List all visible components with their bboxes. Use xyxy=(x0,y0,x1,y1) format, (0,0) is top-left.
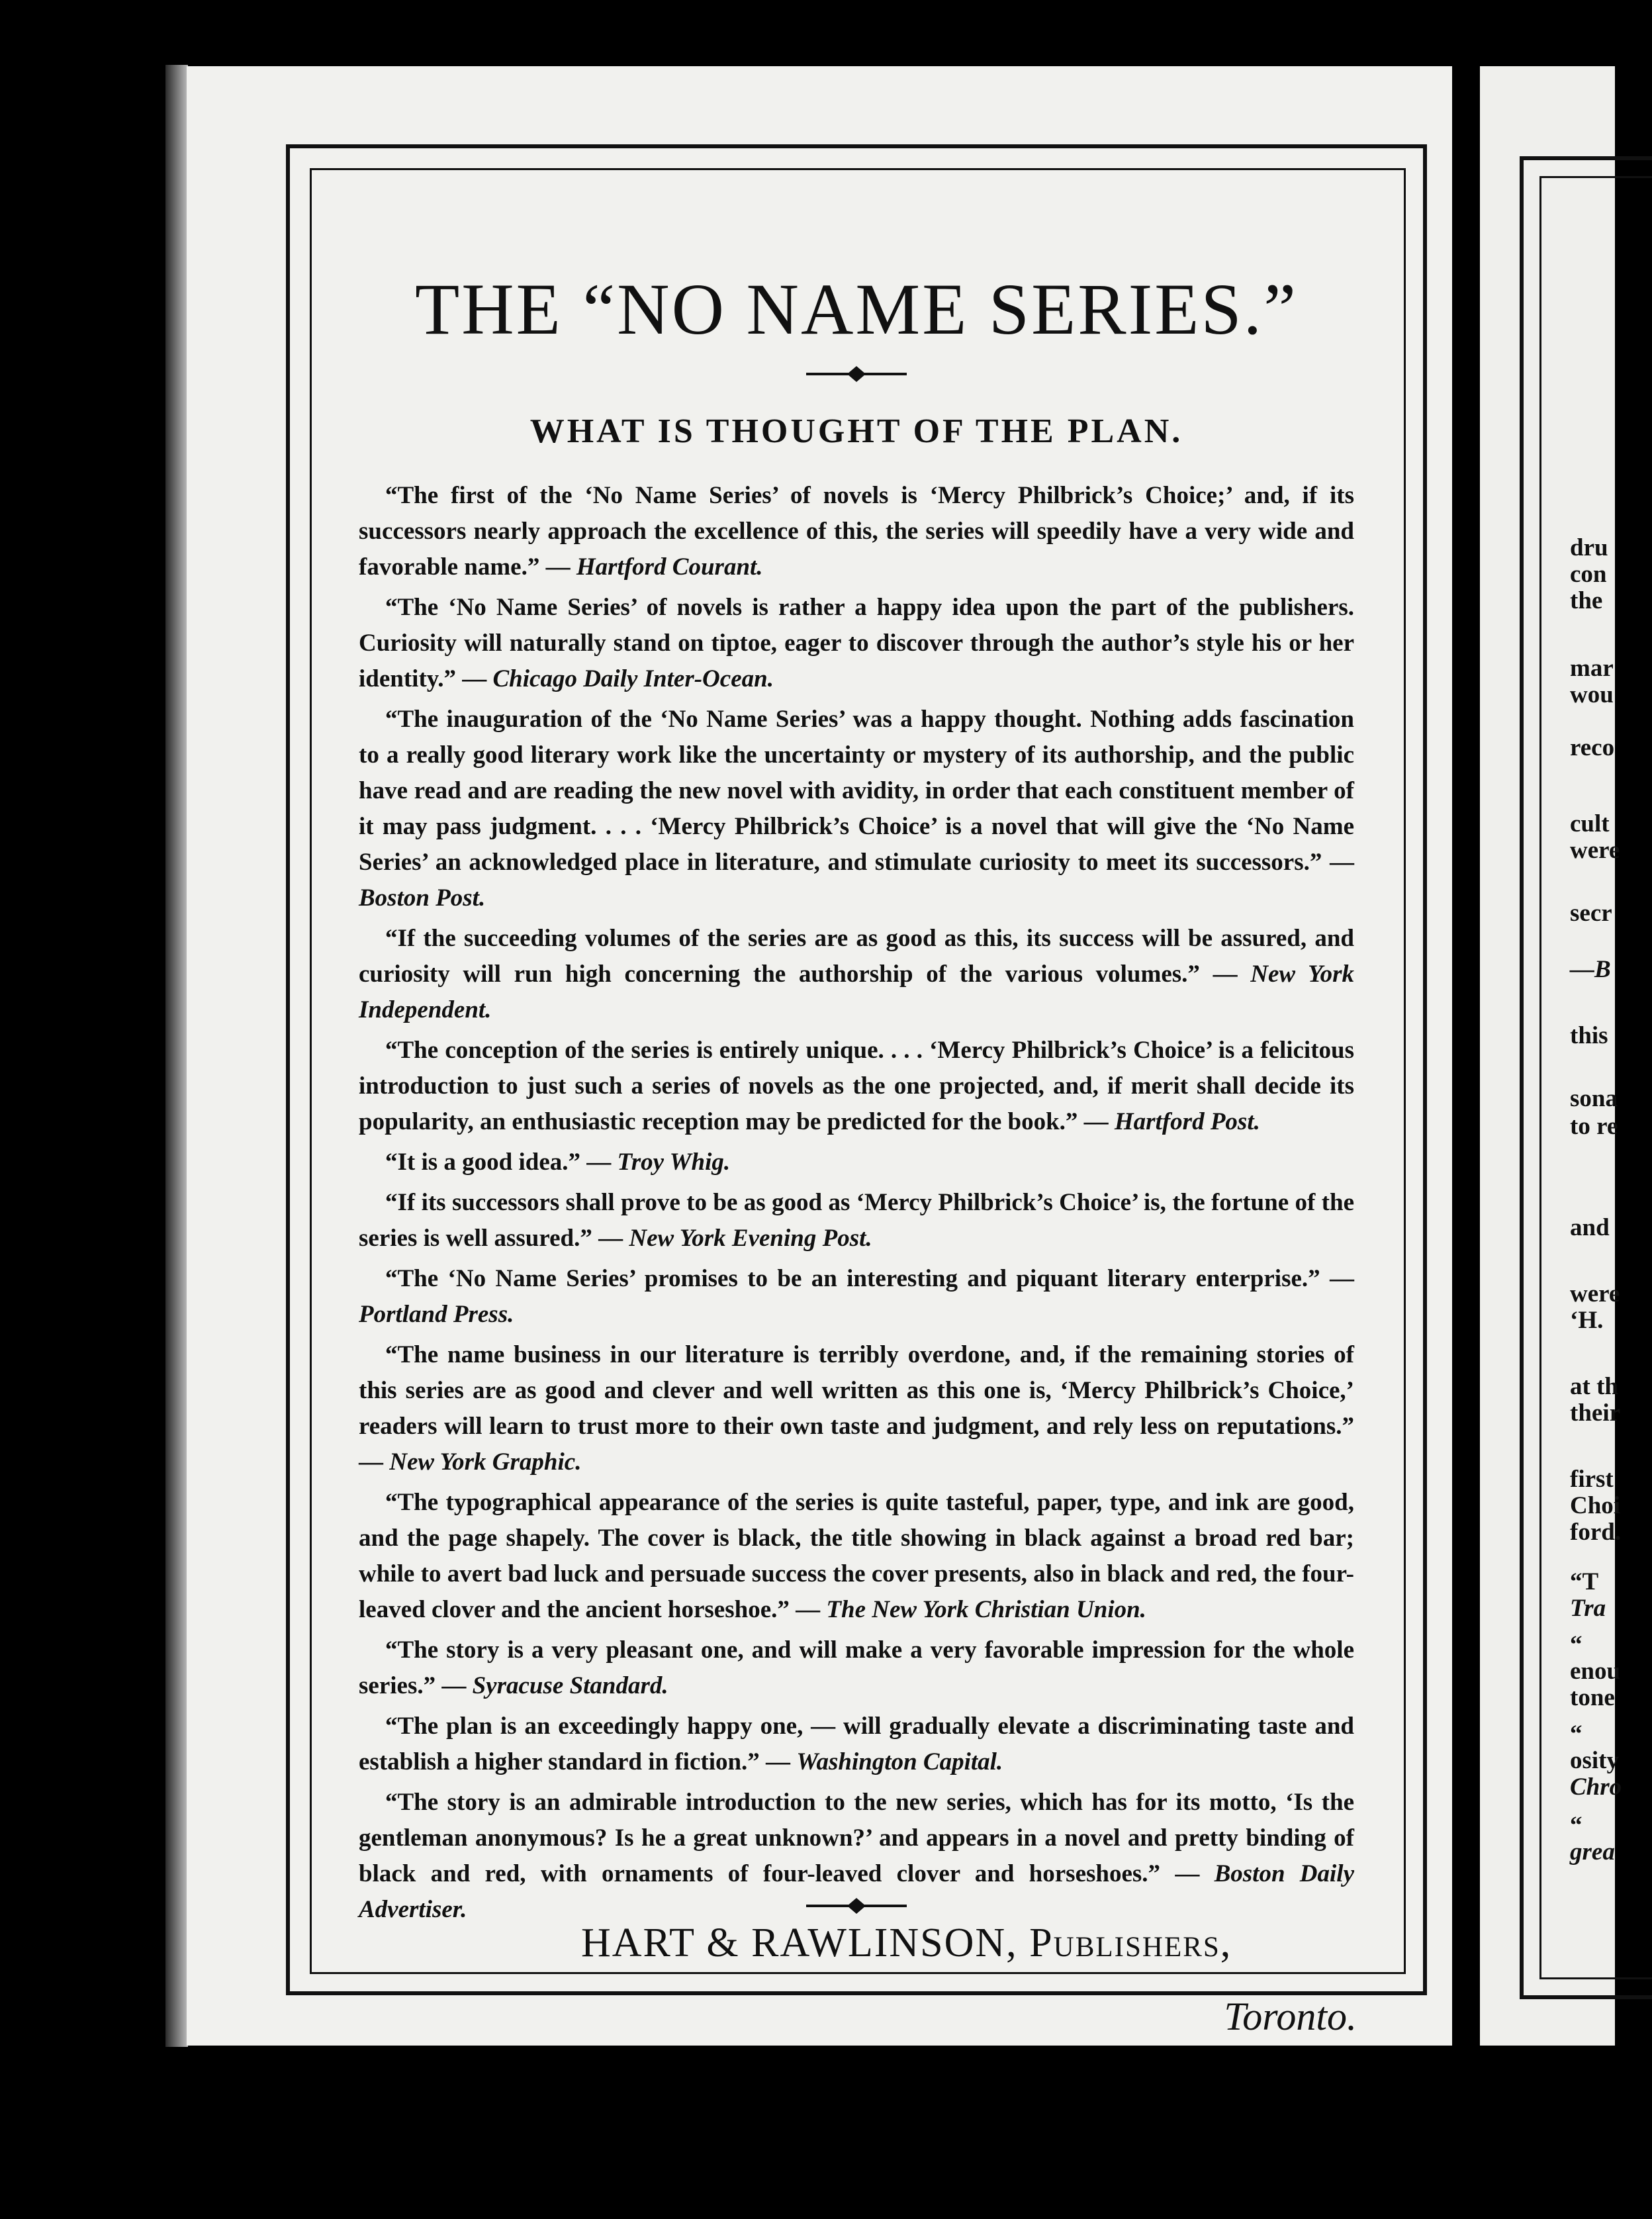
right-page-fragment: and xyxy=(1570,1214,1610,1241)
right-page-fragment: —B xyxy=(1570,956,1611,983)
right-page-fragment: con xyxy=(1570,561,1607,588)
diamond-rule-ornament xyxy=(803,1896,909,1916)
right-page-fragment: cult xyxy=(1570,810,1610,837)
left-page xyxy=(187,66,1452,2046)
right-page-fragment: sona xyxy=(1570,1085,1618,1112)
quote-source: The New York Christian Union. xyxy=(826,1596,1146,1623)
page-title: THE “NO NAME SERIES.” xyxy=(415,269,1298,350)
quote: “The first of the ‘No Name Series’ of novels is ‘Mercy Philbrick’s Choice;’ and, if its successors nearly approach the excellence of this, the series will speedily have a very wide and favorable name.” — Hartford Courant. xyxy=(359,482,1354,581)
right-page-fragment: tone xyxy=(1570,1684,1615,1711)
quote-source: Syracuse Standard. xyxy=(472,1672,668,1699)
right-page-fragment: this xyxy=(1570,1022,1608,1049)
quote: “It is a good idea.” — Troy Whig. xyxy=(385,1149,731,1176)
quote-source: Washington Capital. xyxy=(796,1748,1003,1775)
page-border xyxy=(286,144,1427,2038)
quote-source: Chicago Daily Inter-Ocean. xyxy=(492,665,774,692)
quote: “The story is a very pleasant one, and will make a very favorable impression for the whole series.” — Syracuse Standard. xyxy=(359,1636,1354,1699)
quote-source: New York Graphic. xyxy=(389,1448,582,1476)
section-heading: WHAT IS THOUGHT OF THE PLAN. xyxy=(529,412,1183,450)
publisher-name: HART & RAWLINSON, xyxy=(581,1920,1018,1965)
page-shadow xyxy=(165,65,188,2047)
quote: “The story is an admirable introduction to the new series, which has for its motto, ‘Is the gentleman anonymous? Is he a great unknown?’ and appears in a novel and pretty binding of black and red, with ornaments of four-leaved clover and horseshoes.” — Boston Daily Advertiser. xyxy=(359,1789,1355,1923)
quote-source: New York Evening Post. xyxy=(629,1225,872,1252)
right-page-fragment: “ xyxy=(1570,1631,1583,1658)
right-page-fragment: Tra xyxy=(1570,1595,1606,1622)
right-page-fragment: their xyxy=(1570,1399,1621,1427)
quote: “The ‘No Name Series’ promises to be an interesting and piquant literary enterprise.” — Portland Press. xyxy=(359,1265,1354,1328)
quote-source: Hartford Courant. xyxy=(576,553,763,581)
right-page-fragment: to re xyxy=(1570,1113,1618,1140)
quote-source: Boston Post. xyxy=(359,884,486,912)
right-page-fragment: wou xyxy=(1570,681,1614,708)
right-page-fragment: osity xyxy=(1570,1747,1619,1774)
right-page-fragment: enou xyxy=(1570,1658,1621,1685)
right-page-fragment: ford. xyxy=(1570,1519,1622,1546)
quote-source: Portland Press. xyxy=(359,1301,514,1328)
right-page-fragment: Chro xyxy=(1570,1773,1622,1801)
quote: “The name business in our literature is terribly overdone, and, if the remaining stories of this series are as good and clever and well written as this one is, ‘Mercy Philbrick’s Choice,’ readers will learn to trust more to their own taste and judgment, and rely less on reputations.” — New York Graphic. xyxy=(359,1341,1354,1476)
right-page-fragment: were xyxy=(1570,837,1620,864)
right-page-fragment: ‘H. xyxy=(1570,1307,1604,1334)
quotes-list xyxy=(359,478,1354,1932)
publisher-line xyxy=(581,1920,1232,1967)
right-page-fragment: mar xyxy=(1570,655,1614,682)
quote: “If the succeeding volumes of the series are as good as this, its success will be assured, and curiosity will run high concerning the authorship of the various volumes.” — New York Independent. xyxy=(359,925,1354,1023)
right-page-fragment: Choi xyxy=(1570,1492,1621,1519)
right-page-border xyxy=(1520,156,1652,1999)
quote: “The ‘No Name Series’ of novels is rather a happy idea upon the part of the publishers. Curiosity will naturally stand on tiptoe, eager to discover through the author’s style his or her identity.” — Chicago Daily Inter-Ocean. xyxy=(359,594,1354,692)
quote: “The plan is an exceedingly happy one, — will gradually elevate a discriminating taste and establish a higher standard in fiction.” — Washington Capital. xyxy=(359,1713,1354,1775)
quote: “If its successors shall prove to be as good as ‘Mercy Philbrick’s Choice’ is, the fortune of the series is well assured.” — New York Evening Post. xyxy=(359,1189,1354,1252)
right-page-fragment: secr xyxy=(1570,900,1612,927)
right-page-fragment: at th xyxy=(1570,1373,1618,1400)
quote: “The conception of the series is entirely unique. . . . ‘Mercy Philbrick’s Choice’ is a felicitous introduction to just such a series of novels as the one projected, and, if merit shall decide its popularity, an enthusiastic reception may be predicted for the book.” — Hartford Post. xyxy=(359,1037,1354,1135)
right-page-fragment: “ xyxy=(1570,1721,1583,1748)
right-page-fragment: “T xyxy=(1570,1568,1599,1595)
right-page-fragment: grea xyxy=(1570,1838,1615,1865)
right-page-fragment: the xyxy=(1570,587,1603,614)
right-page-fragment: “ xyxy=(1570,1812,1583,1839)
diamond-rule-ornament xyxy=(803,364,909,384)
right-page-fragment: were xyxy=(1570,1280,1620,1307)
right-page-fragment: dru xyxy=(1570,534,1608,561)
right-page-fragment: reco xyxy=(1570,734,1615,761)
publisher-role: Publishers, xyxy=(1029,1920,1232,1965)
quote: “The typographical appearance of the series is quite tasteful, paper, type, and ink are good, and the page shapely. The cover is black, the title showing in black against a broad red bar; while to avert bad luck and persuade success the cover presents, also in black and red, the four-leaved clover and the ancient horseshoe.” — The New York Christian Union. xyxy=(359,1489,1354,1623)
quote-source: Boston Daily Advertiser. xyxy=(359,1860,1355,1923)
right-page-fragment: first xyxy=(1570,1466,1614,1493)
quote-source: Hartford Post. xyxy=(1114,1108,1260,1135)
quote-source: New York Independent. xyxy=(359,961,1354,1023)
quote: “The inauguration of the ‘No Name Series’ was a happy thought. Nothing adds fascination to a really good literary work like the uncertainty or mystery of its authorship, and the public have read and are reading the new novel with avidity, in order that each constituent member of it may pass judgment. . . . ‘Mercy Philbrick’s Choice’ is a novel that will give the ‘No Name Series’ an acknowledged place in literature, and stimulate curiosity to meet its successors.” — Boston Post. xyxy=(359,706,1354,912)
quote-source: Troy Whig. xyxy=(617,1149,731,1176)
publisher-city: Toronto. xyxy=(1224,1995,1357,2038)
